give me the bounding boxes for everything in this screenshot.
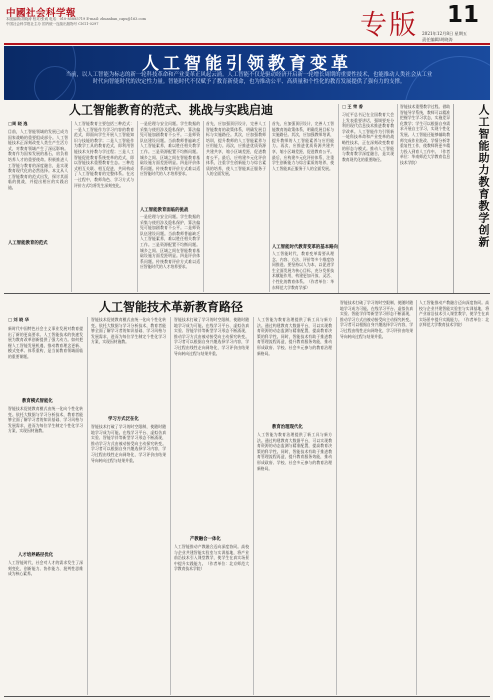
right-article-paragraph: 习近平总书记在全国教育大会上发表重要讲话，强调要充分利用现代信息技术推进教育教学改革。人工智能作为引领新一轮科技革命和产业变革的战略性技术，正在深刻改变教育的形态与模式。推动人工智能与教育教学深度融合，是实现教育现代化的重要路径。 (342, 112, 394, 162)
article1-column-1 (8, 129, 68, 292)
article2-author: □ 刘 晓 华 (8, 317, 29, 322)
article1-paragraph: 一是伦理与安全问题。学生数据的采集与使用涉及隐私保护，算法偏见可能加剧教育不公平。二是师资队伍建设问题。当前教师普遍缺乏人工智能素养，难以胜任相关教学工作。三是资源配置不均衡问题。城乡之间、区域之间在智能教育基础设施方面差距明显。四是评价体系问题。传统教育评价方式难以适应智能时代的人才培养要求。 (140, 121, 200, 177)
article1-paragraph: 目前，人工智能领域的发展已成为国家战略的重要组成部分。人工智能技术正深刻改变人类生产生活方式，对教育领域产生了深远影响。教育作为国家发展的基石，肩负着培养人才的重要使命。积极推进人工智能与教育的深度融合，是实现教育现代化的必然选择。本文从人工智能教育的范式出发，探讨其面临的挑战，并提出相应的实践启迪。 (8, 129, 68, 190)
article2-column-2b (91, 424, 166, 694)
right-article-author: □ 王 荣 香 (342, 104, 363, 109)
article2-paragraph: 智能技术促使教育模式由统一化向个性化转变。依托大数据与学习分析技术，教育者能够全面了解学习者的知识基础、学习风格与发展需求，进而为每位学生制定个性化学习方案，实现因材施教。 (91, 317, 166, 345)
article2-subhead: 教育治理现代化 (272, 425, 303, 430)
article2-paragraph: 人工智能为教育治理提供了新工具与新方法。通过构建教育大数据平台，可以实现教育资源的动态监测与精准配置，提高教育决策的科学性。同时，智能技术有助于推进教育管理流程再造，提升教育服务效能，推动形成政府、学校、社会多元参与的教育治理新格局。 (257, 432, 332, 471)
article2-column-5 (340, 300, 413, 694)
article2-paragraph: 新时代中国特色社会主义事业发展对教育提出了新的更高要求。人工智能技术的快速发展为教育改革创新提供了强大动力。如何把握人工智能发展机遇，推动教育理念更新、模式变革、体系重构，是当前教育领域面临的重要课题。 (8, 326, 83, 359)
article2-subhead: 人才培养路径优化 (18, 553, 54, 558)
column-divider (397, 104, 398, 293)
article2-subhead: 产教融合一体化 (190, 537, 221, 542)
article2-column-2 (91, 317, 166, 412)
article1-column-2 (74, 121, 134, 292)
article1-column-5b (272, 251, 334, 292)
column-divider (338, 104, 339, 293)
top-rule (4, 43, 490, 45)
brand-info-line-2: 中国社会科学报社主办 国内统一连续出版物号 CN11-0297 (6, 22, 99, 26)
article2-paragraph: 人工智能时代，社会对人才的需求发生了深刻变化，创新能力、协作能力、批判性思维成为核心素养。 (8, 560, 83, 577)
right-article-column-1 (342, 112, 394, 292)
article1-title: 人工智能教育的范式、挑战与实践启迪 (68, 103, 273, 117)
article1-column-5 (272, 121, 334, 241)
column-divider (416, 300, 417, 695)
article2-paragraph: 智能技术打破了学习的时空限制，使随时随地学习成为可能。在线学习平台、虚拟仿真实验、智能学伴等新型学习形态不断涌现，推动学习方式由被动接受向主动探究转变。学习者可以根据自身兴趣选择学习内容，学习过程由线性走向网络化，学习评价由结果导向转向过程与结果并重。 (91, 424, 166, 463)
masthead (0, 0, 493, 46)
article1-paragraph: 首先，应加强顶层设计，完善人工智能教育的政策体系，明确发展目标与实施路径。其次，应加强教师培训，提升教师的人工智能素养与应用能力。再次，应推进优质资源共建共享，缩小区域差距，促进教育公平。最后，应构建多元化评价体系，注重学生创新能力与综合素质的培养，使人工智能真正服务于人的全面发展。 (272, 121, 334, 171)
article2-column-1 (8, 326, 83, 394)
column-divider (453, 104, 454, 294)
article1-column-4 (206, 121, 266, 292)
article1-subhead: 人工智能教育面临的挑战 (140, 208, 189, 213)
section-title: 专版 (360, 10, 418, 41)
column-divider (71, 121, 72, 292)
article2-paragraph: 智能技术促使教育模式由统一化向个性化转变。依托大数据与学习分析技术，教育者能够全面了解学习者的知识基础、学习风格与发展需求，进而为每位学生制定个性化学习方案，实现因材施教。 (8, 406, 83, 434)
banner-lead: 当前，以人工智能为标志的新一轮科技革命和产业变革正风起云涌。人工智能不仅是驱动经济开启新一轮增长周期的重要性技术，也能推动人类社会从工业时代向智能时代的决定性力量。智能时代不仅赋予了教育新使命，也为推动公平、高质量和个性化的教育发展提供了强有力的支撑。 (65, 72, 433, 85)
article2-column-4b (257, 432, 332, 694)
article2-column-6 (419, 300, 489, 694)
article1-paragraph: 人工智能教育主要包括三种范式：一是人工智能作为学习内容的教育范式，即面向学生开展人工智能知识与技能的教学；二是人工智能作为教学工具的教育范式，即利用智能技术支持教与学过程；三是人工智能促进教育系统变革的范式，即以智能技术重塑教育生态。三种范式相互关联、相互促进，共同构成了人工智能教育的完整体系。在这一过程中，教师角色、学习方式与评价方式均将发生深刻变化。 (74, 121, 134, 188)
column-divider (87, 317, 88, 695)
article1-paragraph: 人工智能时代，教育变革需要从理念、内容、方法、评价等多个维度协同推进。要坚持以人为本，以促进学生全面发展为核心目标，充分发挥技术赋能作用，构建更加开放、灵活、个性化的教育体系。（作者单位：华东师范大学教育学部） (272, 251, 334, 290)
column-divider (336, 317, 337, 695)
brand-info-line: 本版编辑/胡晓涛 校对/张诚 电话：010-85885719 E-mail: zhuanban_caps@163.com (6, 17, 146, 21)
right-article-title: 人工智能助力教育教学创新 (477, 104, 490, 248)
article2-paragraph: 人工智能推动产教融合迈向深度协同。高校与企业共建智能实验室与实训基地，将产业前沿技术引入课堂教学，使学生在真实场景中提升实践能力。（作者单位：北京师范大学教育技术学院） (419, 300, 489, 328)
bottom-rule (4, 696, 490, 697)
article1-author: □周 晓 逸 (8, 121, 28, 126)
article2-column-4 (257, 317, 332, 419)
article2-paragraph: 智能技术打破了学习的时空限制，使随时随地学习成为可能。在线学习平台、虚拟仿真实验、智能学伴等新型学习形态不断涌现，推动学习方式由被动接受向主动探究转变。学习者可以根据自身兴趣选择学习内容，学习过程由线性走向网络化，学习评价由结果导向转向过程与结果并重。 (340, 300, 413, 339)
newspaper-brand: 中國社会科学報 (6, 8, 77, 19)
article1-subhead: 人工智能教育的范式 (8, 241, 48, 246)
column-divider (253, 317, 254, 695)
right-article-column-2 (400, 104, 450, 292)
article2-subhead: 教育模式智能化 (22, 399, 53, 404)
article2-column-3 (174, 317, 249, 532)
column-divider (137, 121, 138, 292)
article1-column-3 (140, 121, 200, 205)
issue-date: 2021年12月8日 星期五 (422, 31, 468, 36)
right-article-paragraph: 智能技术重塑教学过程。借助智能导学系统，教师可以精准把握学生学习状态，实施差异化教学；学生可以根据自身需求开展自主学习，实现个性化发展。人工智能还能够辅助教师完成作业批改、学情分析等重复性工作，使教师将更多精力投入到育人工作中。（作者单位：华南师范大学教育信息技术学院） (400, 104, 450, 165)
article2-title: 人工智能技术革新教育路径 (98, 300, 243, 314)
article1-subhead: 人工智能时代教育变革的基本路向 (272, 245, 338, 250)
article1-column-3b (140, 214, 200, 292)
article2-column-3b (174, 544, 249, 694)
editor-line: 责任编辑/胡晓涛 (422, 37, 453, 42)
column-divider (170, 317, 171, 695)
article2-paragraph: 人工智能推动产教融合迈向深度协同。高校与企业共建智能实验室与实训基地，将产业前沿技术引入课堂教学，使学生在真实场景中提升实践能力。（作者单位：北京师范大学教育技术学院） (174, 544, 249, 572)
article2-column-1b (8, 406, 83, 546)
banner-title: 人工智能引领教育变革 (142, 54, 352, 74)
column-divider (269, 121, 270, 292)
section-rule (4, 293, 490, 294)
article2-paragraph: 智能技术打破了学习的时空限制，使随时随地学习成为可能。在线学习平台、虚拟仿真实验、智能学伴等新型学习形态不断涌现，推动学习方式由被动接受向主动探究转变。学习者可以根据自身兴趣选择学习内容，学习过程由线性走向网络化，学习评价由结果导向转向过程与结果并重。 (174, 317, 249, 356)
column-divider (203, 121, 204, 292)
article2-column-1c (8, 560, 83, 694)
article1-paragraph: 一是伦理与安全问题。学生数据的采集与使用涉及隐私保护，算法偏见可能加剧教育不公平。二是师资队伍建设问题。当前教师普遍缺乏人工智能素养，难以胜任相关教学工作。三是资源配置不均衡问题。城乡之间、区域之间在智能教育基础设施方面差距明显。四是评价体系问题。传统教育评价方式难以适应智能时代的人才培养要求。 (140, 214, 200, 270)
article2-subhead: 学习方式泛在化 (108, 417, 139, 422)
page-number: 11 (447, 2, 480, 28)
headline-banner (4, 46, 490, 100)
article1-paragraph: 首先，应加强顶层设计，完善人工智能教育的政策体系，明确发展目标与实施路径。其次，应加强教师培训，提升教师的人工智能素养与应用能力。再次，应推进优质资源共建共享，缩小区域差距，促进教育公平。最后，应构建多元化评价体系，注重学生创新能力与综合素质的培养，使人工智能真正服务于人的全面发展。 (206, 121, 266, 177)
article2-paragraph: 人工智能为教育治理提供了新工具与新方法。通过构建教育大数据平台，可以实现教育资源的动态监测与精准配置，提高教育决策的科学性。同时，智能技术有助于推进教育管理流程再造，提升教育服务效能，推动形成政府、学校、社会多元参与的教育治理新格局。 (257, 317, 332, 356)
